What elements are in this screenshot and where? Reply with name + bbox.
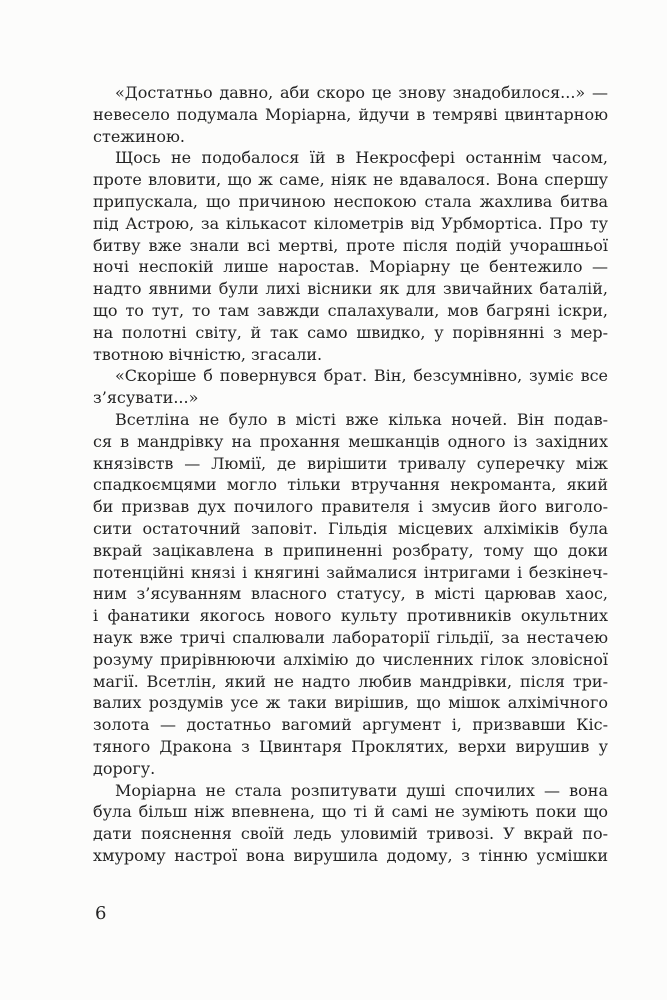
text-line: вкрай зацікавлена в припиненні розбрату, тому що доки [93, 540, 608, 560]
text-line: Щось не подобалося їй в Некросфері останнім часом, [115, 148, 608, 168]
text-line: надто явними були лихі вісники як для звичайних баталій, [93, 279, 608, 299]
text-line: розуму прирівнюючи алхімію до численних гілок зловісної [93, 649, 608, 669]
text-line: Моріарна не стала розпитувати душі спочилих — вона [115, 780, 608, 800]
text-line: і фанатики якогось нового культу противників окультних [93, 606, 608, 626]
paragraph [93, 82, 608, 147]
text-line: битву вже знали всі мертві, проте після подій учорашньої [93, 235, 608, 255]
text-line: сити остаточний заповіт. Гільдія місцевих алхіміків була [93, 518, 608, 538]
paragraph [93, 780, 608, 867]
text-line: проте вловити, що ж саме, ніяк не вдавалося. Вона спершу [93, 170, 608, 190]
text-line: ся в мандрівку на прохання мешканців одного із західних [93, 431, 608, 451]
page-text [93, 82, 608, 867]
text-line: магії. Всетлін, який не надто любив мандрівки, після три- [93, 671, 608, 691]
text-line: що то тут, то там завжди спалахували, мов багряні іскри, [93, 300, 608, 320]
paragraph [93, 409, 608, 780]
text-line: дорогу. [93, 758, 156, 778]
text-line: хмурому настрої вона вирушила додому, з тінню усмішки [93, 845, 608, 865]
text-line: ним з’ясуванням власного статусу, в місті царював хаос, [93, 584, 608, 604]
paragraph [93, 365, 608, 409]
text-line: твотною вічністю, згасали. [93, 344, 323, 364]
paragraph [93, 147, 608, 365]
text-line: «Достатньо давно, аби скоро це знову знадобилося...» — [115, 83, 608, 102]
text-line: з’ясувати...» [93, 388, 199, 408]
page-number: 6 [95, 903, 107, 924]
text-line: «Скоріше б повернувся брат. Він, безсумнівно, зуміє все [115, 366, 608, 386]
text-line: ночі неспокій лише наростав. Моріарну це бентежило — [93, 257, 608, 277]
text-line: золота — достатньо вагомий аргумент і, призвавши Кіс- [93, 715, 608, 735]
text-line: потенційні князі і княгині займалися інтригами і безкінеч- [93, 562, 608, 582]
text-line: на полотні світу, й так само швидко, у порівнянні з мер- [93, 322, 608, 342]
text-line: припускала, що причиною неспокою стала жахлива битва [93, 191, 608, 211]
text-line: дати пояснення своїй ледь уловимій тривозі. У вкрай по- [93, 824, 608, 844]
text-line: валих роздумів усе ж таки вирішив, що мішок алхімічного [93, 693, 608, 713]
text-line: спадкоємцями могло тільки втручання некроманта, який [93, 475, 608, 495]
text-line: невесело подумала Моріарна, йдучи в темряві цвинтарною [93, 104, 608, 124]
text-line: була більш ніж впевнена, що ті й самі не зуміють поки що [93, 802, 608, 822]
text-line: князівств — Люмії, де вирішити тривалу суперечку між [93, 453, 608, 473]
text-line: під Астрою, за кількасот кілометрів від Урбмортіса. Про ту [93, 213, 608, 233]
text-line: Всетліна не було в місті вже кілька ночей. Він подав- [115, 409, 608, 429]
text-line: тяного Дракона з Цвинтаря Проклятих, верхи вирушив у [93, 736, 608, 756]
text-line: стежиною. [93, 126, 185, 146]
text-line: наук вже тричі спалювали лабораторії гільдії, за нестачею [93, 627, 608, 647]
text-line: би призвав дух почилого правителя і змусив його виголо- [93, 497, 608, 517]
